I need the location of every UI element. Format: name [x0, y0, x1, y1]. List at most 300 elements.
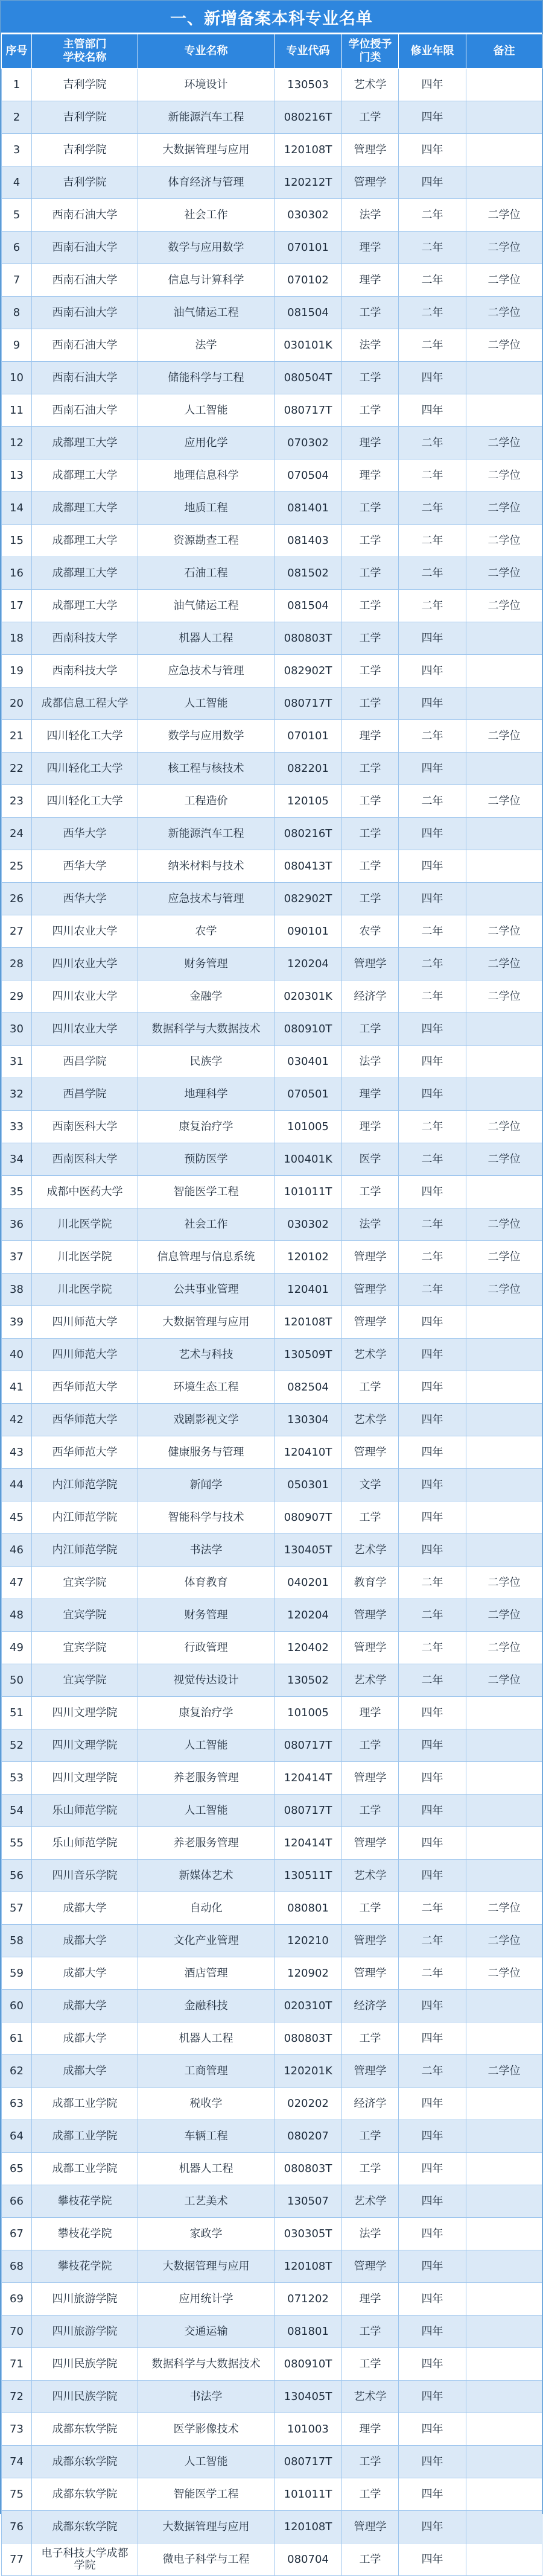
cell-major-name: 大数据管理与应用 — [138, 2511, 275, 2543]
table-row — [2, 1795, 542, 1827]
cell-duration: 二年 — [399, 590, 466, 622]
cell-remark — [466, 753, 542, 785]
cell-major-name: 新能源汽车工程 — [138, 818, 275, 850]
cell-remark — [466, 2413, 542, 2446]
cell-major-name: 戏剧影视文学 — [138, 1404, 275, 1436]
cell-school: 西南医科大学 — [32, 1111, 138, 1143]
cell-degree-category: 法学 — [342, 329, 399, 362]
cell-school: 成都东软学院 — [32, 2478, 138, 2511]
cell-degree-category: 管理学 — [342, 1827, 399, 1860]
cell-index: 72 — [2, 2381, 32, 2413]
cell-remark — [466, 2446, 542, 2478]
cell-major-code: 130304 — [275, 1404, 342, 1436]
cell-remark — [466, 1176, 542, 1208]
cell-degree-category: 工学 — [342, 525, 399, 557]
table-row — [2, 2185, 542, 2218]
cell-remark — [466, 2120, 542, 2153]
cell-major-code: 130405T — [275, 2381, 342, 2413]
cell-major-name: 人工智能 — [138, 1795, 275, 1827]
cell-duration: 四年 — [399, 2543, 466, 2576]
cell-duration: 四年 — [399, 1534, 466, 1567]
cell-duration: 四年 — [399, 2478, 466, 2511]
cell-index: 74 — [2, 2446, 32, 2478]
table-row — [2, 232, 542, 264]
cell-school: 吉利学院 — [32, 69, 138, 101]
table-row — [2, 394, 542, 427]
table-row — [2, 69, 542, 101]
table-row — [2, 1534, 542, 1567]
table-row — [2, 1664, 542, 1697]
cell-major-code: 030401 — [275, 1046, 342, 1078]
cell-degree-category: 工学 — [342, 785, 399, 818]
cell-school: 成都理工大学 — [32, 427, 138, 459]
cell-remark: 二学位 — [466, 1925, 542, 1957]
cell-degree-category: 管理学 — [342, 1274, 399, 1306]
cell-index: 7 — [2, 264, 32, 297]
cell-index: 73 — [2, 2413, 32, 2446]
cell-school: 西华师范大学 — [32, 1404, 138, 1436]
cell-index: 42 — [2, 1404, 32, 1436]
cell-major-code: 120108T — [275, 1306, 342, 1339]
cell-school: 成都理工大学 — [32, 525, 138, 557]
cell-school: 四川农业大学 — [32, 948, 138, 980]
cell-major-name: 数据科学与大数据技术 — [138, 2348, 275, 2381]
cell-duration: 四年 — [399, 1176, 466, 1208]
table-row — [2, 557, 542, 590]
cell-index: 4 — [2, 166, 32, 199]
cell-school: 成都大学 — [32, 2022, 138, 2055]
cell-school: 内江师范学院 — [32, 1469, 138, 1501]
table-row — [2, 2218, 542, 2250]
cell-index: 12 — [2, 427, 32, 459]
cell-duration: 四年 — [399, 753, 466, 785]
table-row — [2, 1306, 542, 1339]
cell-school: 西南石油大学 — [32, 264, 138, 297]
cell-degree-category: 工学 — [342, 1729, 399, 1762]
cell-duration: 二年 — [399, 1664, 466, 1697]
cell-school: 攀枝花学院 — [32, 2218, 138, 2250]
cell-degree-category: 工学 — [342, 1501, 399, 1534]
cell-degree-category: 工学 — [342, 2478, 399, 2511]
cell-school: 成都工业学院 — [32, 2088, 138, 2120]
cell-school: 川北医学院 — [32, 1274, 138, 1306]
cell-major-name: 人工智能 — [138, 1729, 275, 1762]
cell-major-code: 080910T — [275, 2348, 342, 2381]
table-row — [2, 850, 542, 883]
cell-major-code: 082902T — [275, 655, 342, 687]
table-row — [2, 883, 542, 915]
cell-major-name: 养老服务管理 — [138, 1762, 275, 1795]
cell-major-code: 120210 — [275, 1925, 342, 1957]
header-degree-category — [342, 34, 399, 69]
table-body — [2, 69, 542, 2576]
cell-degree-category: 管理学 — [342, 2055, 399, 2088]
cell-duration: 四年 — [399, 1306, 466, 1339]
cell-index: 51 — [2, 1697, 32, 1729]
cell-index: 64 — [2, 2120, 32, 2153]
cell-major-name: 酒店管理 — [138, 1957, 275, 1990]
cell-school: 西南科技大学 — [32, 655, 138, 687]
cell-index: 1 — [2, 69, 32, 101]
cell-major-code: 120414T — [275, 1827, 342, 1860]
table-row — [2, 720, 542, 753]
table-row — [2, 297, 542, 329]
cell-major-name: 石油工程 — [138, 557, 275, 590]
table-row — [2, 2543, 542, 2576]
cell-index: 43 — [2, 1436, 32, 1469]
cell-major-code: 120108T — [275, 134, 342, 166]
cell-index: 63 — [2, 2088, 32, 2120]
cell-remark: 二学位 — [466, 2055, 542, 2088]
cell-duration: 四年 — [399, 2316, 466, 2348]
cell-school: 成都东软学院 — [32, 2413, 138, 2446]
cell-major-name: 新媒体艺术 — [138, 1860, 275, 1892]
cell-major-name: 体育教育 — [138, 1567, 275, 1599]
cell-degree-category: 工学 — [342, 1371, 399, 1404]
cell-remark — [466, 1339, 542, 1371]
cell-index: 9 — [2, 329, 32, 362]
cell-index: 29 — [2, 980, 32, 1013]
cell-school: 西南医科大学 — [32, 1143, 138, 1176]
cell-major-name: 工商管理 — [138, 2055, 275, 2088]
cell-index: 50 — [2, 1664, 32, 1697]
cell-duration: 四年 — [399, 883, 466, 915]
cell-major-name: 工程造价 — [138, 785, 275, 818]
cell-duration: 四年 — [399, 2446, 466, 2478]
cell-major-code: 080803T — [275, 2022, 342, 2055]
cell-school: 四川民族学院 — [32, 2381, 138, 2413]
cell-duration: 四年 — [399, 2185, 466, 2218]
cell-major-name: 书法学 — [138, 1534, 275, 1567]
cell-remark: 二学位 — [466, 525, 542, 557]
cell-school: 内江师范学院 — [32, 1534, 138, 1567]
cell-duration: 四年 — [399, 1795, 466, 1827]
table-row — [2, 2250, 542, 2283]
cell-remark: 二学位 — [466, 1599, 542, 1632]
cell-remark — [466, 1046, 542, 1078]
cell-duration: 二年 — [399, 980, 466, 1013]
cell-remark — [466, 2316, 542, 2348]
cell-remark — [466, 69, 542, 101]
cell-remark: 二学位 — [466, 590, 542, 622]
cell-duration: 二年 — [399, 297, 466, 329]
cell-school: 宜宾学院 — [32, 1664, 138, 1697]
cell-remark: 二学位 — [466, 980, 542, 1013]
cell-major-code: 101005 — [275, 1697, 342, 1729]
cell-index: 2 — [2, 101, 32, 134]
cell-degree-category: 工学 — [342, 850, 399, 883]
cell-major-code: 030101K — [275, 329, 342, 362]
cell-remark: 二学位 — [466, 459, 542, 492]
cell-index: 49 — [2, 1632, 32, 1664]
cell-school: 西华大学 — [32, 850, 138, 883]
cell-degree-category: 工学 — [342, 818, 399, 850]
cell-major-name: 数学与应用数学 — [138, 232, 275, 264]
table-row — [2, 2055, 542, 2088]
table-row — [2, 1925, 542, 1957]
cell-remark — [466, 1697, 542, 1729]
header-school-text: 主管部门 学校名称 — [63, 38, 107, 64]
cell-remark — [466, 2185, 542, 2218]
cell-duration: 四年 — [399, 1697, 466, 1729]
table-row — [2, 1111, 542, 1143]
header-degree-text: 学位授予 门类 — [348, 38, 392, 64]
cell-degree-category: 文学 — [342, 1469, 399, 1501]
cell-index: 47 — [2, 1567, 32, 1599]
cell-duration: 四年 — [399, 1860, 466, 1892]
cell-major-code: 080907T — [275, 1501, 342, 1534]
cell-major-code: 130405T — [275, 1534, 342, 1567]
table-row — [2, 166, 542, 199]
cell-index: 14 — [2, 492, 32, 525]
cell-remark: 二学位 — [466, 1957, 542, 1990]
cell-major-code: 120414T — [275, 1762, 342, 1795]
cell-major-code: 082504 — [275, 1371, 342, 1404]
table-row — [2, 1436, 542, 1469]
cell-major-code: 120410T — [275, 1436, 342, 1469]
table-row — [2, 655, 542, 687]
cell-duration: 二年 — [399, 199, 466, 232]
table-row — [2, 1046, 542, 1078]
cell-school: 成都大学 — [32, 1892, 138, 1925]
cell-remark: 二学位 — [466, 199, 542, 232]
cell-major-name: 信息与计算科学 — [138, 264, 275, 297]
cell-remark: 二学位 — [466, 720, 542, 753]
cell-remark — [466, 1371, 542, 1404]
cell-major-name: 应急技术与管理 — [138, 883, 275, 915]
cell-major-name: 应用统计学 — [138, 2283, 275, 2316]
cell-index: 3 — [2, 134, 32, 166]
cell-major-name: 车辆工程 — [138, 2120, 275, 2153]
cell-major-code: 080704 — [275, 2543, 342, 2576]
cell-index: 66 — [2, 2185, 32, 2218]
cell-remark — [466, 2283, 542, 2316]
cell-school: 成都东软学院 — [32, 2446, 138, 2478]
table-row — [2, 785, 542, 818]
cell-degree-category: 艺术学 — [342, 1339, 399, 1371]
cell-duration: 四年 — [399, 2413, 466, 2446]
table-row — [2, 134, 542, 166]
cell-remark — [466, 134, 542, 166]
cell-duration: 二年 — [399, 915, 466, 948]
table-row — [2, 1404, 542, 1436]
cell-duration: 四年 — [399, 655, 466, 687]
cell-duration: 四年 — [399, 1371, 466, 1404]
cell-major-name: 核工程与核技术 — [138, 753, 275, 785]
cell-remark — [466, 1078, 542, 1111]
cell-major-code: 120105 — [275, 785, 342, 818]
cell-duration: 二年 — [399, 1632, 466, 1664]
cell-major-name: 书法学 — [138, 2381, 275, 2413]
cell-school: 电子科技大学成都 学院 — [32, 2543, 138, 2576]
cell-major-code: 040201 — [275, 1567, 342, 1599]
cell-duration: 二年 — [399, 2055, 466, 2088]
cell-duration: 四年 — [399, 2283, 466, 2316]
cell-degree-category: 工学 — [342, 362, 399, 394]
cell-remark — [466, 1306, 542, 1339]
cell-duration: 四年 — [399, 850, 466, 883]
table-row — [2, 1892, 542, 1925]
cell-degree-category: 理学 — [342, 2413, 399, 2446]
cell-index: 56 — [2, 1860, 32, 1892]
cell-degree-category: 理学 — [342, 427, 399, 459]
cell-degree-category: 工学 — [342, 1176, 399, 1208]
table-row — [2, 2153, 542, 2185]
cell-major-code: 101005 — [275, 1111, 342, 1143]
cell-major-code: 101003 — [275, 2413, 342, 2446]
cell-index: 35 — [2, 1176, 32, 1208]
cell-major-code: 101011T — [275, 1176, 342, 1208]
header-remark: 备注 — [466, 34, 542, 69]
cell-duration: 二年 — [399, 948, 466, 980]
cell-index: 54 — [2, 1795, 32, 1827]
cell-index: 31 — [2, 1046, 32, 1078]
cell-school: 四川文理学院 — [32, 1762, 138, 1795]
table-header-row — [2, 34, 542, 69]
cell-remark — [466, 1436, 542, 1469]
cell-degree-category: 工学 — [342, 1795, 399, 1827]
cell-major-name: 行政管理 — [138, 1632, 275, 1664]
cell-major-code: 081801 — [275, 2316, 342, 2348]
cell-index: 44 — [2, 1469, 32, 1501]
cell-degree-category: 管理学 — [342, 166, 399, 199]
cell-major-name: 法学 — [138, 329, 275, 362]
cell-duration: 四年 — [399, 1762, 466, 1795]
cell-degree-category: 艺术学 — [342, 2381, 399, 2413]
cell-remark: 二学位 — [466, 1664, 542, 1697]
cell-degree-category: 理学 — [342, 1078, 399, 1111]
table-row — [2, 427, 542, 459]
cell-major-code: 120108T — [275, 2511, 342, 2543]
cell-school: 成都工业学院 — [32, 2120, 138, 2153]
cell-school: 成都信息工程大学 — [32, 687, 138, 720]
cell-degree-category: 工学 — [342, 883, 399, 915]
cell-remark — [466, 1534, 542, 1567]
table-row — [2, 1469, 542, 1501]
cell-remark — [466, 1729, 542, 1762]
cell-remark — [466, 101, 542, 134]
cell-remark: 二学位 — [466, 297, 542, 329]
cell-index: 16 — [2, 557, 32, 590]
table-row — [2, 1013, 542, 1046]
cell-school: 西昌学院 — [32, 1046, 138, 1078]
cell-duration: 二年 — [399, 1111, 466, 1143]
table-row — [2, 329, 542, 362]
table-row — [2, 1762, 542, 1795]
cell-remark: 二学位 — [466, 1208, 542, 1241]
cell-major-code: 120204 — [275, 1599, 342, 1632]
cell-duration: 四年 — [399, 2348, 466, 2381]
cell-degree-category: 医学 — [342, 1143, 399, 1176]
table-row — [2, 2088, 542, 2120]
cell-remark: 二学位 — [466, 557, 542, 590]
cell-school: 西华师范大学 — [32, 1371, 138, 1404]
cell-school: 四川文理学院 — [32, 1697, 138, 1729]
cell-duration: 四年 — [399, 2120, 466, 2153]
cell-school: 成都中医药大学 — [32, 1176, 138, 1208]
cell-duration: 四年 — [399, 362, 466, 394]
cell-major-name: 地理科学 — [138, 1078, 275, 1111]
cell-major-name: 财务管理 — [138, 1599, 275, 1632]
cell-major-name: 环境设计 — [138, 69, 275, 101]
table-row — [2, 492, 542, 525]
table-row — [2, 2022, 542, 2055]
cell-index: 67 — [2, 2218, 32, 2250]
table-row — [2, 1339, 542, 1371]
cell-remark: 二学位 — [466, 427, 542, 459]
cell-remark — [466, 883, 542, 915]
cell-degree-category: 理学 — [342, 264, 399, 297]
cell-school: 宜宾学院 — [32, 1632, 138, 1664]
cell-school: 四川轻化工大学 — [32, 785, 138, 818]
cell-major-code: 080803T — [275, 2153, 342, 2185]
cell-duration: 四年 — [399, 2088, 466, 2120]
table-row — [2, 2511, 542, 2543]
cell-duration: 二年 — [399, 427, 466, 459]
table-row — [2, 1599, 542, 1632]
cell-major-code: 081504 — [275, 590, 342, 622]
cell-index: 39 — [2, 1306, 32, 1339]
cell-school: 四川音乐学院 — [32, 1860, 138, 1892]
cell-remark: 二学位 — [466, 1111, 542, 1143]
table-row — [2, 687, 542, 720]
cell-major-name: 康复治疗学 — [138, 1697, 275, 1729]
cell-remark — [466, 687, 542, 720]
cell-school: 四川师范大学 — [32, 1306, 138, 1339]
table-row — [2, 1729, 542, 1762]
cell-degree-category: 工学 — [342, 2543, 399, 2576]
cell-degree-category: 工学 — [342, 753, 399, 785]
header-duration: 修业年限 — [399, 34, 466, 69]
cell-degree-category: 工学 — [342, 297, 399, 329]
table-row — [2, 1990, 542, 2022]
cell-degree-category: 工学 — [342, 101, 399, 134]
table-row — [2, 948, 542, 980]
cell-major-code: 130502 — [275, 1664, 342, 1697]
cell-major-code: 080717T — [275, 687, 342, 720]
cell-duration: 二年 — [399, 1599, 466, 1632]
cell-index: 34 — [2, 1143, 32, 1176]
cell-school: 四川农业大学 — [32, 915, 138, 948]
cell-remark — [466, 1762, 542, 1795]
cell-major-name: 大数据管理与应用 — [138, 1306, 275, 1339]
cell-school: 西南石油大学 — [32, 329, 138, 362]
cell-school: 四川旅游学院 — [32, 2283, 138, 2316]
cell-remark: 二学位 — [466, 1241, 542, 1274]
cell-duration: 四年 — [399, 394, 466, 427]
cell-degree-category: 理学 — [342, 232, 399, 264]
cell-major-code: 130503 — [275, 69, 342, 101]
cell-duration: 二年 — [399, 1241, 466, 1274]
cell-duration: 四年 — [399, 622, 466, 655]
cell-major-name: 视觉传达设计 — [138, 1664, 275, 1697]
cell-major-name: 健康服务与管理 — [138, 1436, 275, 1469]
cell-duration: 四年 — [399, 2511, 466, 2543]
cell-major-code: 020310T — [275, 1990, 342, 2022]
cell-index: 26 — [2, 883, 32, 915]
cell-degree-category: 艺术学 — [342, 2185, 399, 2218]
cell-index: 13 — [2, 459, 32, 492]
cell-school: 成都大学 — [32, 2055, 138, 2088]
cell-index: 62 — [2, 2055, 32, 2088]
cell-duration: 四年 — [399, 1729, 466, 1762]
cell-major-name: 养老服务管理 — [138, 1827, 275, 1860]
cell-remark — [466, 622, 542, 655]
cell-remark — [466, 362, 542, 394]
cell-degree-category: 经济学 — [342, 2088, 399, 2120]
cell-major-code: 070302 — [275, 427, 342, 459]
cell-duration: 四年 — [399, 1501, 466, 1534]
